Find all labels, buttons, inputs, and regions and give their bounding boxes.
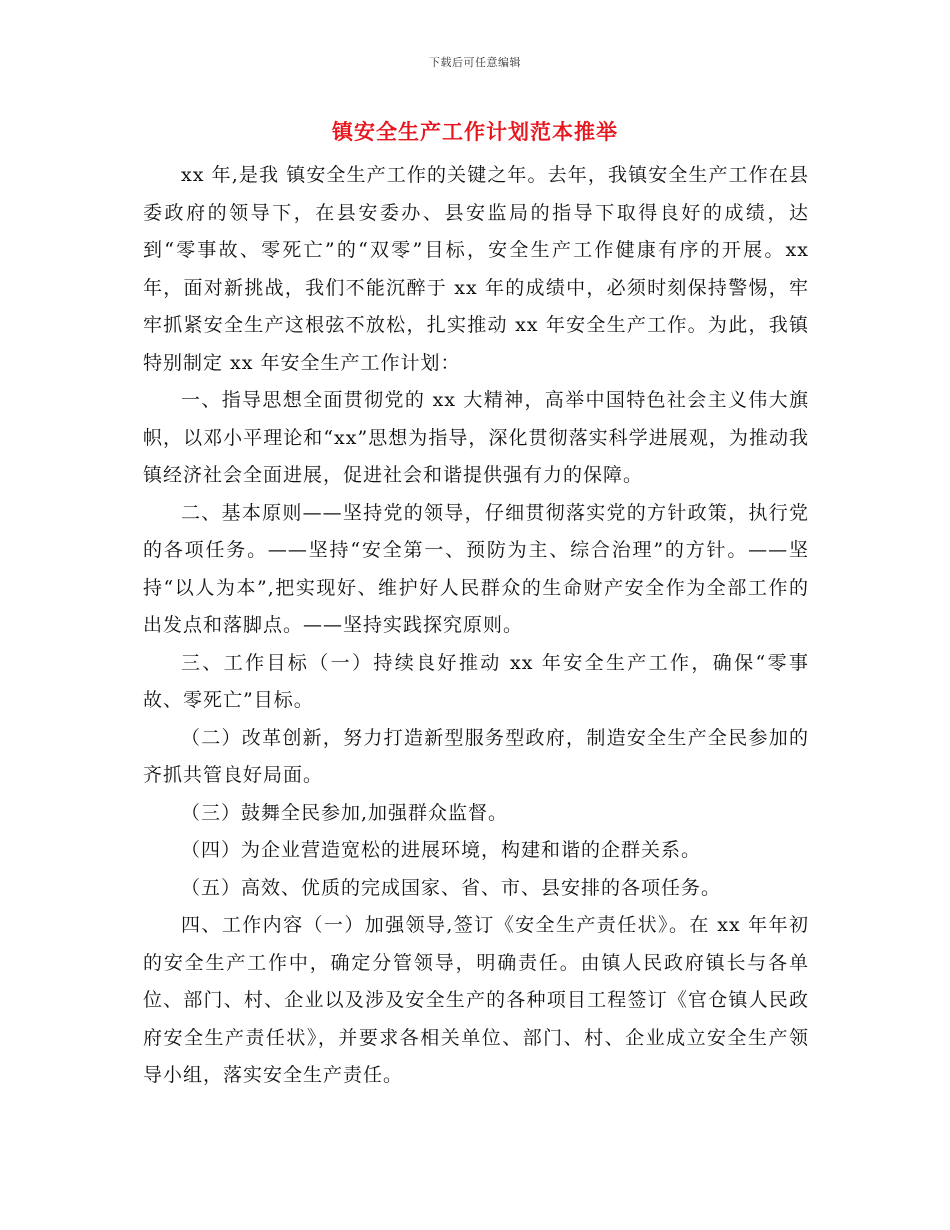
document-title: 镇安全生产工作计划范本推举 bbox=[332, 119, 618, 144]
paragraph-intro: xx 年,是我 镇安全生产工作的关键之年。去年，我镇安全生产工作在县委政府的领导下，在县安委办、县安监局的指导下取得良好的成绩，达到“零事故、零死亡”的“双零”目标，安全生产工作健康有序的开展。xx 年，面对新挑战，我们不能沉醉于 xx 年的成绩中，必须时刻保持警惕，牢牢抓紧安全生产这根弦不放松，扎实推动 xx 年安全生产工作。为此，我镇特别制定 xx 年安全生产工作计划： bbox=[143, 164, 809, 374]
paragraph-goal-5: （五）高效、优质的完成国家、省、市、县安排的各项任务。 bbox=[181, 876, 722, 899]
document-body bbox=[143, 157, 809, 1095]
paragraph-guiding-ideology: 一、指导思想全面贯彻党的 xx 大精神，高举中国特色社会主义伟大旗帜，以邓小平理论和“xx”思想为指导，深化贯彻落实科学进展观，为推动我镇经济社会全面进展，促进社会和谐提供强有力的保障。 bbox=[143, 389, 809, 486]
paragraph-work-content: 四、工作内容（一）加强领导,签订《安全生产责任状》。在 xx 年年初的安全生产工作中，确定分管领导，明确责任。由镇人民政府镇长与各单位、部门、村、企业以及涉及安全生产的各种项目工程签订《官仓镇人民政府安全生产责任状》，并要求各相关单位、部门、村、企业成立安全生产领导小组，落实安全生产责任。 bbox=[143, 914, 809, 1086]
paragraph-basic-principles: 二、基本原则——坚持党的领导，仔细贯彻落实党的方针政策，执行党的各项任务。——坚持“安全第一、预防为主、综合治理”的方针。——坚持“以人为本”,把实现好、维护好人民群众的生命财产安全作为全部工作的出发点和落脚点。——坚持实践探究原则。 bbox=[143, 501, 809, 636]
paragraph-goal-2: （二）改革创新，努力打造新型服务型政府，制造安全生产全民参加的齐抓共管良好局面。 bbox=[143, 726, 809, 786]
header-note: 下载后可任意编辑 bbox=[429, 56, 521, 69]
paragraph-goal-3: （三）鼓舞全民参加,加强群众监督。 bbox=[181, 801, 509, 824]
paragraph-work-goals: 三、工作目标（一）持续良好推动 xx 年安全生产工作，确保“零事故、零死亡”目标。 bbox=[143, 651, 809, 711]
paragraph-goal-4: （四）为企业营造宽松的进展环境，构建和谐的企群关系。 bbox=[181, 839, 702, 861]
